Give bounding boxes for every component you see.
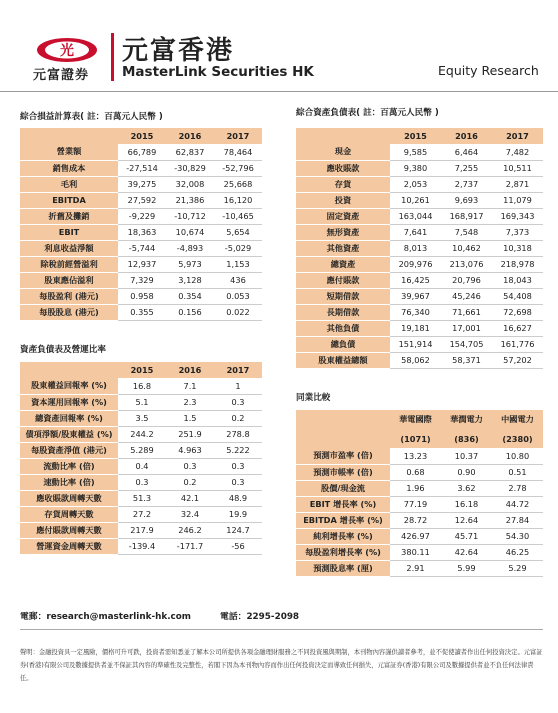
column-header-year: 2017 [214, 362, 262, 378]
footer-divider [20, 629, 543, 630]
value-cell: 0.958 [118, 288, 166, 304]
value-cell: 7,482 [492, 144, 543, 160]
row-label: 現金 [296, 144, 390, 160]
row-label: 預測市帳率 (倍) [296, 464, 390, 480]
column-header-year: 2016 [441, 128, 492, 144]
value-cell: 0.2 [214, 410, 262, 426]
table-row [296, 304, 543, 320]
value-cell: 4.963 [166, 442, 214, 458]
value-cell: 54,408 [492, 288, 543, 304]
value-cell: 9,585 [390, 144, 441, 160]
row-label: 每股盈利增長率 (%) [296, 544, 390, 560]
table-row [20, 208, 262, 224]
value-cell: 10,511 [492, 160, 543, 176]
value-cell: -30,829 [166, 160, 214, 176]
value-cell: 20,796 [441, 272, 492, 288]
row-label: EBIT 增長率 (%) [296, 496, 390, 512]
value-cell: 1.5 [166, 410, 214, 426]
table-row [296, 272, 543, 288]
value-cell: 5.222 [214, 442, 262, 458]
table-row [20, 304, 262, 320]
peer-code-row [296, 429, 543, 448]
value-cell: 0.354 [166, 288, 214, 304]
table-row [20, 272, 262, 288]
value-cell: 436 [214, 272, 262, 288]
table-row [296, 480, 543, 496]
table-header-row [20, 128, 262, 144]
table-row [296, 144, 543, 160]
logo-en-name: MasterLink Securities HK [122, 64, 314, 80]
table-row [296, 176, 543, 192]
value-cell: 244.2 [118, 426, 166, 442]
value-cell: 17,001 [441, 320, 492, 336]
table-row [296, 448, 543, 464]
value-cell: -52,796 [214, 160, 262, 176]
column-header-year: 2016 [166, 128, 214, 144]
value-cell: 46.25 [492, 544, 543, 560]
row-label: 除稅前經營溢利 [20, 256, 118, 272]
value-cell: 18,043 [492, 272, 543, 288]
value-cell: 5.99 [441, 560, 492, 576]
value-cell: 10.80 [492, 448, 543, 464]
value-cell: -5,744 [118, 240, 166, 256]
value-cell: 28.72 [390, 512, 441, 528]
value-cell: 3.62 [441, 480, 492, 496]
value-cell: 2.3 [166, 394, 214, 410]
value-cell: -56 [214, 538, 262, 554]
value-cell: 16.18 [441, 496, 492, 512]
row-label: 應付賬款 [296, 272, 390, 288]
value-cell: 246.2 [166, 522, 214, 538]
contact-email: 電郵：research@masterlink-hk.com [20, 612, 191, 622]
row-label: 股東權益總額 [296, 352, 390, 368]
table-row [20, 378, 262, 394]
row-label: 利息收益淨額 [20, 240, 118, 256]
value-cell: 0.3 [118, 474, 166, 490]
value-cell: 151,914 [390, 336, 441, 352]
ratios-title: 資產負債表及營運比率 [20, 345, 106, 355]
value-cell: 5,973 [166, 256, 214, 272]
row-label: 流動比率 (倍) [20, 458, 118, 474]
value-cell: 7,329 [118, 272, 166, 288]
column-header-year: 2017 [492, 128, 543, 144]
value-cell: 32,008 [166, 176, 214, 192]
header-corner-cell [20, 128, 118, 144]
value-cell: 25,668 [214, 176, 262, 192]
table-row [296, 256, 543, 272]
row-label: 投資 [296, 192, 390, 208]
peer-comparison-table [296, 410, 543, 577]
table-row [20, 224, 262, 240]
masterlink-logo-icon [36, 37, 98, 63]
value-cell: 42.1 [166, 490, 214, 506]
peer-company-name: 華電國際 [390, 410, 441, 429]
row-label: 應收賬款 [296, 160, 390, 176]
value-cell: 39,275 [118, 176, 166, 192]
row-label: 存貨 [296, 176, 390, 192]
ratios-table [20, 362, 262, 555]
value-cell: 44.72 [492, 496, 543, 512]
value-cell: 16,425 [390, 272, 441, 288]
peer-stock-code: (1071) [390, 429, 441, 448]
value-cell: 163,044 [390, 208, 441, 224]
value-cell: 10,462 [441, 240, 492, 256]
peer-comparison-title: 同業比較 [296, 393, 331, 403]
value-cell: 1 [214, 378, 262, 394]
row-label: 營運資金周轉天數 [20, 538, 118, 554]
value-cell: 10,261 [390, 192, 441, 208]
income-statement-title: 綜合損益計算表( 註：百萬元人民幣 ) [20, 112, 163, 122]
value-cell: 0.3 [166, 458, 214, 474]
value-cell: 12.64 [441, 512, 492, 528]
value-cell: -27,514 [118, 160, 166, 176]
table-row [20, 256, 262, 272]
row-label: 純利增長率 (%) [296, 528, 390, 544]
logo-cn-name: 元富香港 [122, 36, 235, 66]
table-row [20, 288, 262, 304]
table-row [296, 224, 543, 240]
peer-company-name: 華潤電力 [441, 410, 492, 429]
column-header-year: 2017 [214, 128, 262, 144]
value-cell: 77.19 [390, 496, 441, 512]
row-label: 每股股息 (港元) [20, 304, 118, 320]
value-cell: 19.9 [214, 506, 262, 522]
table-header-row [20, 362, 262, 378]
row-label: 其他負債 [296, 320, 390, 336]
header-corner-cell [20, 362, 118, 378]
row-label: 折舊及攤銷 [20, 208, 118, 224]
row-label: 債項淨額/股東權益 (%) [20, 426, 118, 442]
logo-divider [111, 33, 114, 81]
value-cell: 0.2 [166, 474, 214, 490]
value-cell: 380.11 [390, 544, 441, 560]
value-cell: 2,737 [441, 176, 492, 192]
value-cell: -139.4 [118, 538, 166, 554]
logo-cn-small: 元富證券 [33, 68, 90, 83]
table-row [296, 208, 543, 224]
table-row [20, 240, 262, 256]
value-cell: 10,674 [166, 224, 214, 240]
column-header-year: 2015 [118, 362, 166, 378]
table-row [20, 506, 262, 522]
value-cell: 209,976 [390, 256, 441, 272]
row-label: 應付賬款周轉天數 [20, 522, 118, 538]
value-cell: 16.8 [118, 378, 166, 394]
value-cell: 16,627 [492, 320, 543, 336]
value-cell: 1.96 [390, 480, 441, 496]
value-cell: 42.64 [441, 544, 492, 560]
value-cell: 278.8 [214, 426, 262, 442]
row-label: EBITDA [20, 192, 118, 208]
value-cell: -9,229 [118, 208, 166, 224]
peer-name-corner [296, 410, 390, 429]
value-cell: 3,128 [166, 272, 214, 288]
row-label: 無形資產 [296, 224, 390, 240]
value-cell: 8,013 [390, 240, 441, 256]
peer-company-name: 中國電力 [492, 410, 543, 429]
value-cell: 0.053 [214, 288, 262, 304]
value-cell: 3.5 [118, 410, 166, 426]
value-cell: 2.78 [492, 480, 543, 496]
value-cell: 168,917 [441, 208, 492, 224]
value-cell: 0.3 [214, 458, 262, 474]
value-cell: 169,343 [492, 208, 543, 224]
value-cell: 27,592 [118, 192, 166, 208]
value-cell: 5,654 [214, 224, 262, 240]
row-label: 銷售成本 [20, 160, 118, 176]
value-cell: 426.97 [390, 528, 441, 544]
value-cell: 39,967 [390, 288, 441, 304]
value-cell: 11,079 [492, 192, 543, 208]
value-cell: -5,029 [214, 240, 262, 256]
value-cell: 0.51 [492, 464, 543, 480]
income-statement-table [20, 128, 262, 321]
peer-stock-code: (836) [441, 429, 492, 448]
value-cell: 58,371 [441, 352, 492, 368]
value-cell: 5.289 [118, 442, 166, 458]
table-row [20, 144, 262, 160]
value-cell: 57,202 [492, 352, 543, 368]
report-header [0, 0, 558, 96]
row-label: EBIT [20, 224, 118, 240]
value-cell: 7,548 [441, 224, 492, 240]
table-row [20, 474, 262, 490]
table-row [296, 560, 543, 576]
row-label: 每股盈利 (港元) [20, 288, 118, 304]
row-label: 總負債 [296, 336, 390, 352]
balance-sheet-title: 綜合資產負債表( 註：百萬元人民幣 ) [296, 108, 439, 118]
table-row [296, 496, 543, 512]
value-cell: -4,893 [166, 240, 214, 256]
value-cell: 16,120 [214, 192, 262, 208]
column-header-year: 2015 [118, 128, 166, 144]
peer-code-corner [296, 429, 390, 448]
table-row [20, 458, 262, 474]
row-label: 每股資產淨值 (港元) [20, 442, 118, 458]
value-cell: 0.68 [390, 464, 441, 480]
value-cell: 218,978 [492, 256, 543, 272]
table-row [20, 538, 262, 554]
value-cell: 2,871 [492, 176, 543, 192]
value-cell: 54.30 [492, 528, 543, 544]
row-label: 其他資產 [296, 240, 390, 256]
value-cell: 62,837 [166, 144, 214, 160]
value-cell: 58,062 [390, 352, 441, 368]
value-cell: 32.4 [166, 506, 214, 522]
value-cell: 27.84 [492, 512, 543, 528]
value-cell: 7,641 [390, 224, 441, 240]
value-cell: -171.7 [166, 538, 214, 554]
value-cell: 66,789 [118, 144, 166, 160]
value-cell: 5.29 [492, 560, 543, 576]
value-cell: 45.71 [441, 528, 492, 544]
value-cell: 13.23 [390, 448, 441, 464]
value-cell: 2,053 [390, 176, 441, 192]
row-label: 資本運用回報率 (%) [20, 394, 118, 410]
table-row [20, 160, 262, 176]
value-cell: 0.355 [118, 304, 166, 320]
table-row [296, 288, 543, 304]
value-cell: 124.7 [214, 522, 262, 538]
table-row [20, 410, 262, 426]
table-row [20, 490, 262, 506]
table-row [296, 352, 543, 368]
row-label: 營業額 [20, 144, 118, 160]
row-label: 固定資產 [296, 208, 390, 224]
value-cell: 7,373 [492, 224, 543, 240]
row-label: EBITDA 增長率 (%) [296, 512, 390, 528]
value-cell: 0.3 [214, 474, 262, 490]
value-cell: 213,076 [441, 256, 492, 272]
logo-symbol: 光 [60, 43, 74, 59]
value-cell: 9,693 [441, 192, 492, 208]
table-row [20, 394, 262, 410]
value-cell: 71,661 [441, 304, 492, 320]
value-cell: 0.156 [166, 304, 214, 320]
row-label: 預測股息率 (厘) [296, 560, 390, 576]
value-cell: 72,698 [492, 304, 543, 320]
header-corner-cell [296, 128, 390, 144]
value-cell: 2.91 [390, 560, 441, 576]
contact-phone: 電話：2295-2098 [220, 612, 300, 622]
row-label: 總資產回報率 (%) [20, 410, 118, 426]
table-row [296, 464, 543, 480]
column-header-year: 2016 [166, 362, 214, 378]
table-row [296, 240, 543, 256]
value-cell: 7,255 [441, 160, 492, 176]
table-header-row [296, 128, 543, 144]
value-cell: 10.37 [441, 448, 492, 464]
row-label: 應收賬款周轉天數 [20, 490, 118, 506]
row-label: 股價/現金流 [296, 480, 390, 496]
value-cell: 76,340 [390, 304, 441, 320]
value-cell: 6,464 [441, 144, 492, 160]
table-row [20, 522, 262, 538]
value-cell: 0.022 [214, 304, 262, 320]
disclaimer-text: 聲明：金融投資具一定風險，價格可升可跌，投資者需知悉並了解本公司所提供各項金融理財服務之不同投資風與期制，本刊物內容謹供讀者參考，並不促使讀者作出任何投資決定。元富証券(香港)有限公司及數據提供者並不保証其內容的準確性及完整性，若閣下因為本刊物內容而作出任何投資決定而導致任何損失，元富証券(香港)有限公司及數據提供者並不負任何法律責任。 [20, 649, 543, 682]
value-cell: 48.9 [214, 490, 262, 506]
row-label: 存貨周轉天數 [20, 506, 118, 522]
table-row [296, 544, 543, 560]
report-type: Equity Research [438, 63, 539, 78]
value-cell: 21,386 [166, 192, 214, 208]
value-cell: 5.1 [118, 394, 166, 410]
table-row [296, 192, 543, 208]
table-row [296, 528, 543, 544]
table-row [296, 160, 543, 176]
contact-info [20, 609, 325, 622]
row-label: 速動比率 (倍) [20, 474, 118, 490]
value-cell: 51.3 [118, 490, 166, 506]
row-label: 短期借款 [296, 288, 390, 304]
value-cell: 161,776 [492, 336, 543, 352]
value-cell: -10,465 [214, 208, 262, 224]
table-row [20, 192, 262, 208]
table-row [20, 426, 262, 442]
row-label: 總資產 [296, 256, 390, 272]
column-header-year: 2015 [390, 128, 441, 144]
table-row [296, 336, 543, 352]
row-label: 股東權益回報率 (%) [20, 378, 118, 394]
table-row [20, 442, 262, 458]
row-label: 預測市盈率 (倍) [296, 448, 390, 464]
row-label: 股東應佔溢利 [20, 272, 118, 288]
value-cell: 154,705 [441, 336, 492, 352]
value-cell: 78,464 [214, 144, 262, 160]
value-cell: -10,712 [166, 208, 214, 224]
value-cell: 19,181 [390, 320, 441, 336]
value-cell: 217.9 [118, 522, 166, 538]
value-cell: 45,246 [441, 288, 492, 304]
table-row [296, 512, 543, 528]
header-divider [0, 91, 558, 92]
value-cell: 0.3 [214, 394, 262, 410]
peer-name-row [296, 410, 543, 429]
value-cell: 10,318 [492, 240, 543, 256]
table-row [20, 176, 262, 192]
value-cell: 251.9 [166, 426, 214, 442]
value-cell: 9,380 [390, 160, 441, 176]
table-row [296, 320, 543, 336]
value-cell: 7.1 [166, 378, 214, 394]
value-cell: 18,363 [118, 224, 166, 240]
value-cell: 12,937 [118, 256, 166, 272]
value-cell: 0.4 [118, 458, 166, 474]
peer-stock-code: (2380) [492, 429, 543, 448]
value-cell: 27.2 [118, 506, 166, 522]
row-label: 長期借款 [296, 304, 390, 320]
value-cell: 0.90 [441, 464, 492, 480]
balance-sheet-table [296, 128, 543, 369]
row-label: 毛利 [20, 176, 118, 192]
value-cell: 1,153 [214, 256, 262, 272]
